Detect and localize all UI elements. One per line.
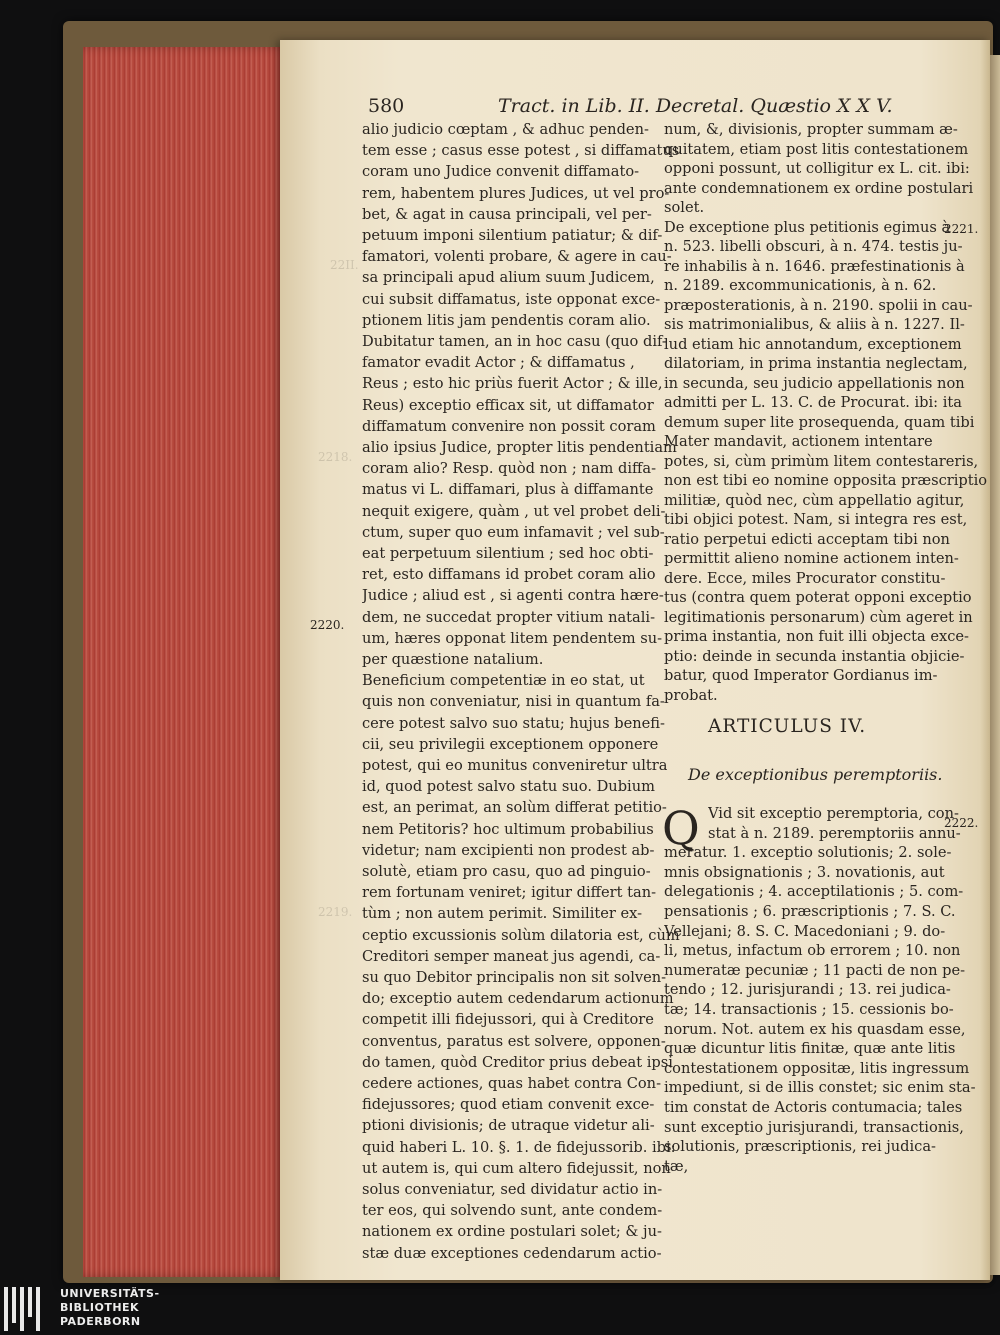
text-line: solutè, etiam pro casu, quo ad pinguio-: [362, 863, 651, 880]
text-line: sunt exceptio jurisjurandi, transactionis,: [664, 1118, 964, 1136]
text-line: cere potest salvo suo statu; hujus benefi-: [362, 714, 665, 732]
text-line: legitimationis personarum) cùm ageret in: [664, 608, 973, 626]
text-line: su quo Debitor principalis non sit solven-: [362, 969, 667, 986]
text-line: dem, ne succedat propter vitium natali-: [362, 608, 656, 626]
text-line: potest, qui eo munitus conveniretur ultra: [362, 757, 668, 774]
text-line: quæ dicuntur litis finitæ, quæ ante litis: [664, 1040, 956, 1058]
text-line: diffamatum convenire non possit coram: [362, 417, 656, 435]
text-line: lud etiam hic annotandum, exceptionem: [664, 335, 962, 353]
text-line: ctum, super quo eum infamavit ; vel sub-: [362, 523, 665, 541]
text-line: bet, & agat in causa principali, vel per-: [362, 205, 652, 223]
text-line: ptionem litis jam pendentis coram alio.: [362, 311, 651, 329]
text-line: contestationem oppositæ, litis ingressum: [664, 1059, 970, 1077]
text-line: solutionis, præscriptionis, rei judica-: [664, 1138, 936, 1156]
text-line: do tamen, quòd Creditor prius debeat ipsi: [362, 1053, 673, 1071]
text-line: famator evadit Actor ; & diffamatus ,: [362, 354, 635, 372]
text-line: opponi possunt, ut colligitur ex L. cit. ibi:: [664, 160, 970, 177]
text-line: ptioni divisionis; de utraque videtur ali-: [362, 1117, 655, 1135]
text-line: alio ipsius Judice, propter litis pendentiam: [362, 439, 677, 456]
text-line: ptio: deinde in secunda instantia objicie-: [664, 647, 965, 665]
text-line: numeratæ pecuniæ ; 11 pacti de non pe-: [664, 961, 966, 979]
text-line: tus (contra quem poterat opponi exceptio: [664, 589, 972, 606]
text-line: coram uno Judice convenit diffamato-: [362, 163, 640, 181]
text-line: ret, esto diffamans id probet coram alio: [362, 566, 656, 584]
text-line: ceptio excussionis solùm dilatoria est, cùm: [362, 926, 680, 944]
text-line: do; exceptio autem cedendarum actionum: [362, 990, 674, 1008]
bleed-through: 22II.: [330, 258, 359, 272]
text-line: norum. Not. autem ex his quasdam esse,: [664, 1020, 966, 1038]
text-line: num, &, divisionis, propter summam æ-: [664, 121, 958, 138]
article-heading: ARTICULUS IV.: [708, 716, 867, 737]
text-line: Vellejani; 8. S. C. Macedoniani ; 9. do-: [664, 922, 946, 940]
text-line: nequit exigere, quàm , ut vel probet deli-: [362, 502, 666, 520]
text-line: li, metus, infactum ob errorem ; 10. non: [664, 942, 961, 960]
text-line: um, hæres opponat litem pendentem su-: [362, 629, 663, 647]
text-line: delegationis ; 4. acceptilationis ; 5. com-: [664, 883, 964, 901]
text-line: fidejussores; quod etiam convenit exce-: [362, 1096, 655, 1114]
text-line: ut autem is, qui cum altero fidejussit, non: [362, 1159, 671, 1177]
text-line: tibi objici potest. Nam, si integra res est,: [664, 511, 968, 528]
text-line: solus conveniatur, sed dividatur actio in-: [362, 1181, 663, 1198]
text-line: per quæstione natalium.: [362, 651, 544, 668]
text-line: probat.: [664, 686, 718, 704]
text-line: non est tibi eo nomine opposita præscriptio: [664, 472, 988, 489]
text-line: petuum imponi silentium patiatur; & dif-: [362, 227, 663, 244]
library-logo-icon: [4, 1287, 48, 1331]
logo-line: PADERBORN: [60, 1315, 141, 1328]
text-line: prima instantia, non fuit illi objecta exce-: [664, 628, 969, 645]
text-line: eat perpetuum silentium ; sed hoc obti-: [362, 545, 654, 562]
text-line: cii, seu privilegii exceptionem opponere: [362, 735, 659, 753]
drop-cap: Q: [662, 801, 700, 855]
text-line: Vid sit exceptio peremptoria, con-: [708, 805, 959, 822]
text-line: solet.: [664, 199, 705, 216]
text-line: tendo ; 12. jurisjurandi ; 13. rei judica-: [664, 981, 951, 999]
text-line: tæ; 14. transactionis ; 15. cessionis bo-: [664, 1001, 954, 1018]
margin-number: 2220.: [310, 618, 345, 632]
text-line: in secunda, seu judicio appellationis non: [664, 374, 965, 392]
text-line: batur, quod Imperator Gordianus im-: [664, 667, 938, 684]
text-line: tim constat de Actoris contumacia; tales: [664, 1099, 963, 1116]
text-line: re inhabilis à n. 1646. præfestinationis à: [664, 257, 965, 275]
text-line: videtur; nam excipienti non prodest ab-: [362, 841, 655, 859]
text-line: demum super lite prosequenda, quam tibi: [664, 413, 975, 431]
text-line: ter eos, qui solvendo sunt, ante condem-: [362, 1202, 663, 1220]
text-line: sa principali apud alium suum Judicem,: [362, 269, 655, 287]
text-line: Reus) exceptio efficax sit, ut diffamator: [362, 396, 654, 414]
article-subheading: De exceptionibus peremptoriis.: [688, 765, 943, 784]
text-line: Creditori semper maneat jus agendi, ca-: [362, 947, 661, 965]
text-line: admitti per L. 13. C. de Procurat. ibi: ita: [664, 394, 962, 411]
text-line: impediunt, si de illis constet; sic enim sta-: [664, 1079, 976, 1097]
text-line: quis non conveniatur, nisi in quantum fa-: [362, 693, 665, 711]
text-line: cedere actiones, quas habet contra Con-: [362, 1075, 662, 1092]
text-line: tùm ; non autem perimit. Similiter ex-: [362, 905, 643, 923]
text-line: permittit alieno nomine actionem inten-: [664, 550, 959, 567]
text-line: famatori, volenti probare, & agere in cau-: [362, 248, 672, 266]
text-line: alio judicio cœptam , & adhuc penden-: [362, 121, 649, 138]
text-line: conventus, paratus est solvere, opponen-: [362, 1032, 666, 1050]
facing-page-edge: [990, 55, 1000, 1275]
text-line: rem, habentem plures Judices, ut vel pro-: [362, 184, 670, 202]
text-line: cui subsit diffamatus, iste opponat exce-: [362, 290, 661, 308]
text-line: id, quod potest salvo statu suo. Dubium: [362, 778, 655, 796]
text-line: dilatoriam, in prima instantia neglectam,: [664, 355, 968, 372]
text-line: dere. Ecce, miles Procurator constitu-: [664, 569, 946, 587]
text-line: pensationis ; 6. præscriptionis ; 7. S. C.: [664, 903, 956, 920]
text-line: præposterationis, à n. 2190. spolii in cau-: [664, 296, 973, 314]
text-line: stat à n. 2189. peremptoriis annu-: [708, 824, 961, 842]
text-line: matus vi L. diffamari, plus à diffamante: [362, 481, 654, 499]
text-line: sis matrimonialibus, & aliis à n. 1227. Il-: [664, 316, 965, 333]
logo-line: BIBLIOTHEK: [60, 1301, 140, 1314]
text-line: nationem ex ordine postulari solet; & ju-: [362, 1223, 662, 1241]
bleed-through: 2219.: [318, 905, 353, 919]
text-line: competit illi fidejussori, qui à Creditore: [362, 1011, 654, 1029]
text-line: tæ,: [664, 1157, 689, 1175]
text-line: Judice ; aliud est , si agenti contra hære-: [362, 587, 664, 605]
text-line: ante condemnationem ex ordine postulari: [664, 179, 974, 197]
text-line: ratio perpetui edicti acceptam tibi non: [664, 530, 950, 548]
text-line: n. 523. libelli obscuri, à n. 474. testis ju-: [664, 238, 963, 255]
text-line: militiæ, quòd nec, cùm appellatio agitur,: [664, 491, 965, 509]
bleed-through: 2218.: [318, 450, 353, 464]
margin-number: 2222.: [944, 816, 979, 830]
text-line: est, an perimat, an solùm differat petitio-: [362, 799, 667, 817]
running-title: Tract. in Lib. II. Decretal. Quæstio X X V.: [498, 95, 893, 117]
page-number: 580: [368, 95, 405, 117]
text-line: mnis obsignationis ; 3. novationis, aut: [664, 863, 945, 881]
library-logo: [4, 1285, 164, 1335]
text-line: quid haberi L. 10. §. 1. de fidejussorib. ibi:: [362, 1138, 676, 1156]
margin-number: 2221.: [944, 222, 979, 236]
text-line: stæ duæ exceptiones cedendarum actio-: [362, 1244, 662, 1262]
logo-line: UNIVERSITÄTS-: [60, 1287, 160, 1300]
text-line: De exceptione plus petitionis egimus à: [664, 218, 951, 236]
text-line: n. 2189. excommunicationis, à n. 62.: [664, 277, 937, 294]
text-line: quitatem, etiam post litis contestationem: [664, 140, 969, 158]
text-line: Reus ; esto hic priùs fuerit Actor ; & ille,: [362, 375, 663, 393]
text-line: potes, si, cùm primùm litem contestareris,: [664, 452, 979, 470]
text-line: Dubitatur tamen, an in hoc casu (quo dif-: [362, 333, 667, 350]
text-line: nem Petitoris? hoc ultimum probabilius: [362, 820, 654, 838]
text-line: Mater mandavit, actionem intentare: [664, 433, 933, 450]
text-line: coram alio? Resp. quòd non ; nam diffa-: [362, 460, 657, 478]
text-line: meratur. 1. exceptio solutionis; 2. sole-: [664, 844, 952, 862]
text-line: Beneficium competentiæ in eo stat, ut: [362, 672, 645, 690]
text-line: rem fortunam veniret; igitur differt tan-: [362, 884, 657, 902]
text-line: tem esse ; casus esse potest , si diffamatus: [362, 142, 680, 160]
